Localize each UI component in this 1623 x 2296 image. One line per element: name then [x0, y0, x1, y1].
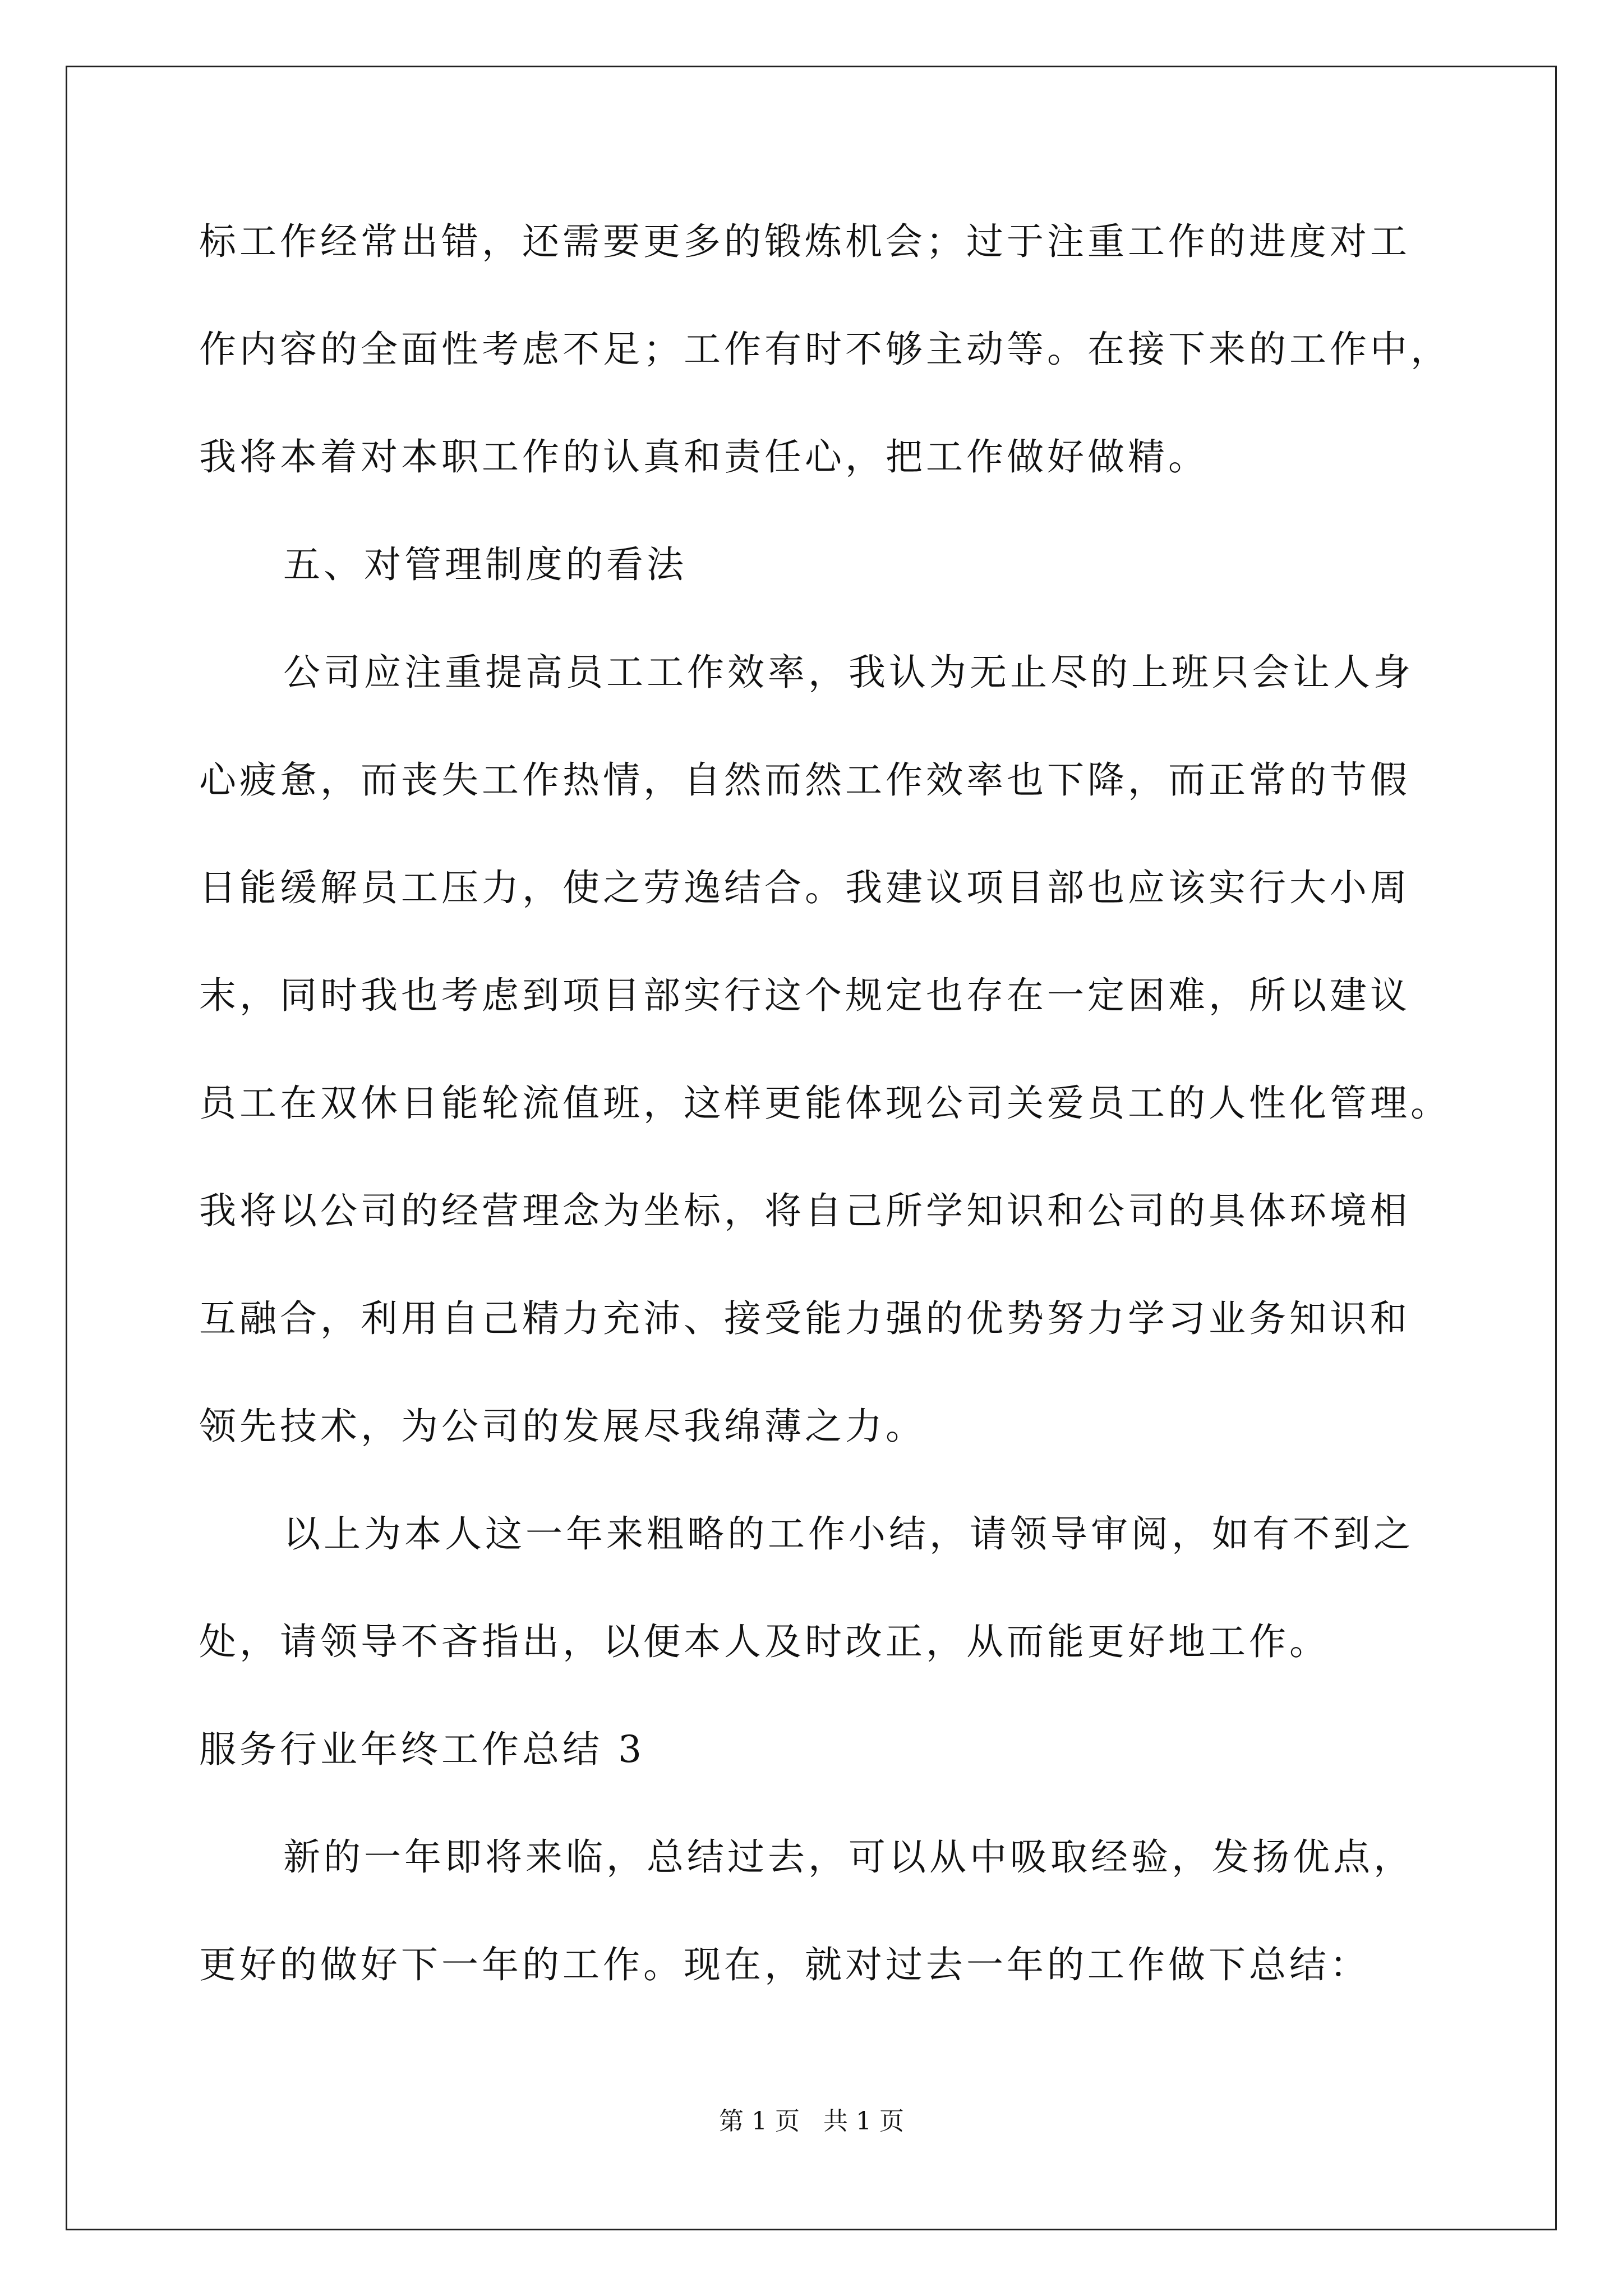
body-line-6: 心疲惫，而丧失工作热情，自然而然工作效率也下降，而正常的节假: [199, 758, 1410, 802]
page-number-current: 第 1 页: [719, 2107, 800, 2136]
body-line-7: 日能缓解员工压力，使之劳逸结合。我建议项目部也应该实行大小周: [199, 866, 1410, 909]
body-line-2: 作内容的全面性考虑不足；工作有时不够主动等。在接下来的工作中，: [199, 328, 1451, 371]
body-line-9: 员工在双休日能轮流值班，这样更能体现公司关爱员工的人性化管理。: [199, 1082, 1451, 1125]
body-line-8: 末，同时我也考虑到项目部实行这个规定也存在一定困难，所以建议: [199, 974, 1410, 1017]
body-line-1: 标工作经常出错，还需要更多的锻炼机会；过于注重工作的进度对工: [199, 220, 1410, 263]
body-line-17: 更好的做好下一年的工作。现在，就对过去一年的工作做下总结：: [199, 1943, 1370, 1986]
body-line-16: 新的一年即将来临，总结过去，可以从中吸取经验，发扬优点，: [283, 1835, 1414, 1879]
section-heading-5: 五、对管理制度的看法: [283, 543, 687, 586]
body-line-10: 我将以公司的经营理念为坐标，将自己所学知识和公司的具体环境相: [199, 1189, 1410, 1232]
document-title-3: 服务行业年终工作总结 3: [199, 1728, 645, 1771]
body-line-3: 我将本着对本职工作的认真和责任心，把工作做好做精。: [199, 435, 1209, 478]
page-number-total: 共 1 页: [823, 2107, 904, 2136]
body-line-5: 公司应注重提高员工工作效率，我认为无止尽的上班只会让人身: [283, 651, 1414, 694]
document-body: [199, 216, 1451, 2047]
body-line-11: 互融合，利用自己精力充沛、接受能力强的优势努力学习业务知识和: [199, 1297, 1410, 1340]
body-line-12: 领先技术，为公司的发展尽我绵薄之力。: [199, 1405, 926, 1448]
body-line-14: 处，请领导不吝指出，以便本人及时改正，从而能更好地工作。: [199, 1620, 1330, 1663]
body-line-13: 以上为本人这一年来粗略的工作小结，请领导审阅，如有不到之: [283, 1512, 1414, 1556]
page-footer: [0, 2105, 1623, 2138]
